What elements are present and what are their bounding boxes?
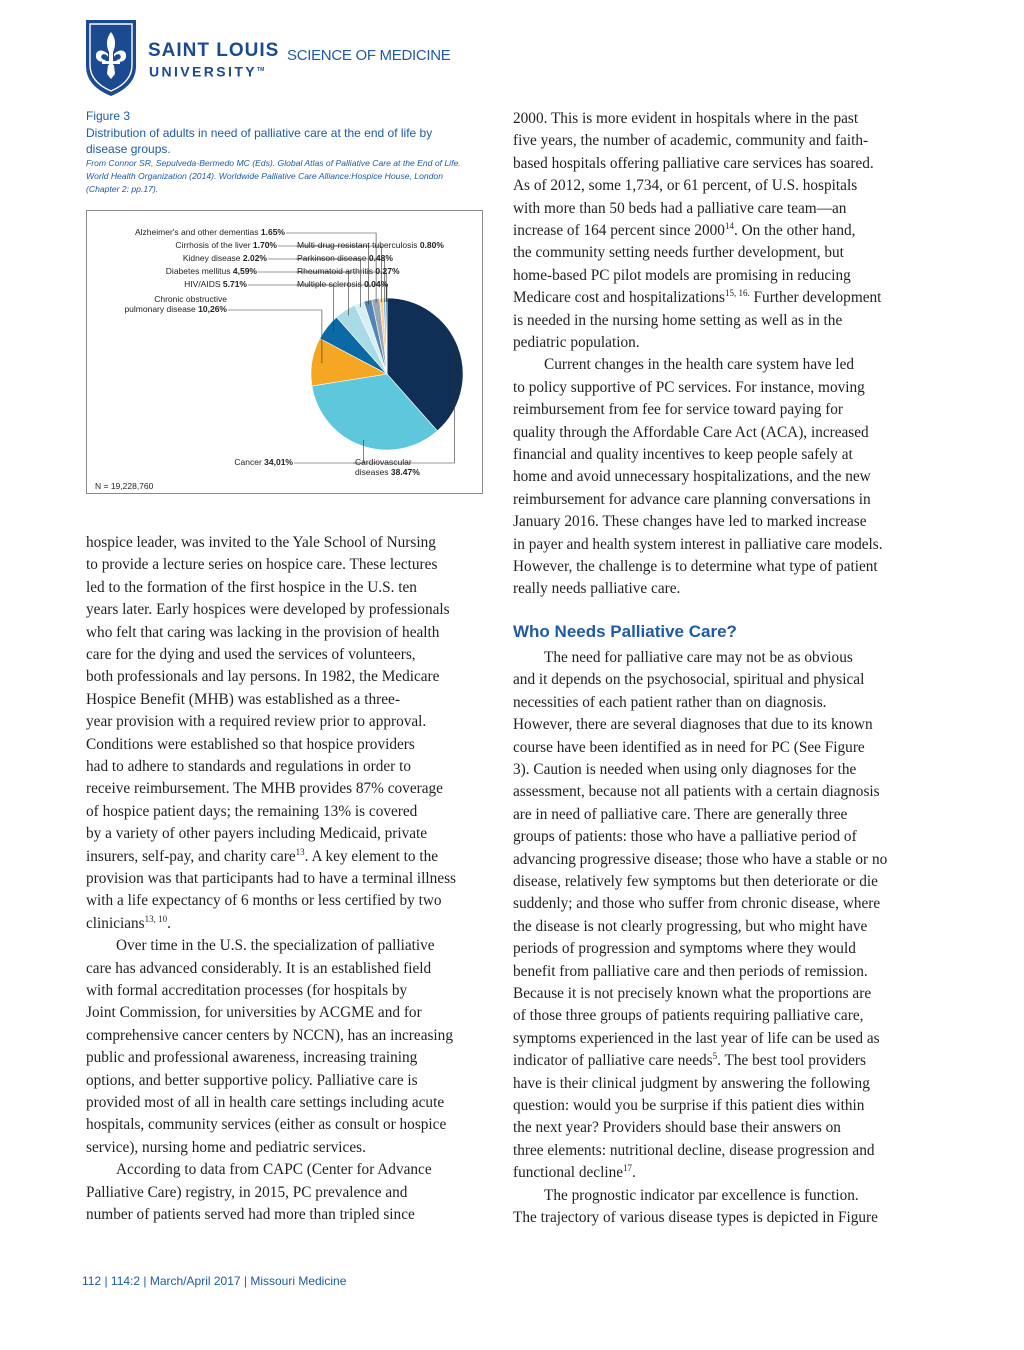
body-text-line: hospice leader, was invited to the Yale School of Nursing <box>86 534 436 551</box>
body-text-line: to policy supportive of PC services. For instance, moving <box>513 378 865 396</box>
body-text-line <box>513 1162 636 1184</box>
logo-wordmark-university: UNIVERSITY <box>149 63 258 80</box>
body-text-line: benefit from palliative care and then periods of remission. <box>513 962 868 980</box>
body-text-line: years later. Early hospices were developed by professionals <box>86 601 450 619</box>
pie-label-text: Multiple sclerosis 0.04% <box>297 279 389 289</box>
body-text-line: necessities of each patient rather than on diagnosis. <box>513 693 827 711</box>
saint-louis-university-shield-logo <box>82 16 140 98</box>
section-heading: Who Needs Palliative Care? <box>513 622 737 641</box>
pie-label-text: Kidney disease 2.02% <box>182 253 267 263</box>
logo-wordmark-line2 <box>149 62 264 80</box>
body-text-line: in payer and health system interest in palliative care models. <box>513 535 883 553</box>
body-text-line: assessment, because not all patients with a certain diagnosis <box>513 783 880 801</box>
pie-label-alzheimer-s-and-other-dementias <box>135 227 376 303</box>
figure-chart-frame <box>86 210 483 494</box>
body-text-line: suddenly; and those who suffer from chronic disease, where <box>513 895 881 913</box>
pie-label-text: Chronic obstructive <box>154 294 227 304</box>
pie-chart <box>87 211 484 495</box>
logo-trademark: TM <box>257 67 265 73</box>
body-text-line: who felt that caring was lacking in the provision of health <box>86 623 440 641</box>
body-text-line: both professionals and lay persons. In 1982, the Medicare <box>86 668 440 686</box>
body-text-line: symptoms experienced in the last year of life can be used as <box>513 1029 880 1047</box>
page-footer: 112 | 114:2 | March/April 2017 | Missouri Medicine <box>82 1274 347 1288</box>
body-text-line: However, the challenge is to determine what type of patient <box>513 558 878 575</box>
body-text-line: periods of progression and symptoms where they would <box>513 940 856 958</box>
citation-ref: 13 <box>295 846 305 857</box>
body-text-line: pediatric population. <box>513 334 640 351</box>
body-text-line: home and avoid unnecessary hospitalizations, and the new <box>513 468 871 486</box>
figure-source-line: (Chapter 2: pp.17). <box>86 184 159 194</box>
logo-wordmark-line1: SAINT LOUIS <box>148 40 280 61</box>
body-text: insurers, self-pay, and charity care <box>86 847 296 865</box>
body-text: increase of 164 percent since 2000 <box>513 222 725 239</box>
pie-label-text: pulmonary disease 10,26% <box>124 304 227 314</box>
body-text: indicator of palliative care needs <box>513 1052 713 1070</box>
body-text-line: January 2016. These changes have led to marked increase <box>513 513 867 531</box>
citation-ref: 17 <box>623 1163 633 1174</box>
body-text-line: the disease is not clearly progressing, but who might have <box>513 917 868 935</box>
body-text-line: led to the formation of the first hospice in the U.S. ten <box>86 578 417 596</box>
body-text-line: care for the dying and used the services of volunteers, <box>86 646 416 663</box>
body-text-line: with a life expectancy of 6 months or less certified by two <box>86 892 442 910</box>
body-text-line: hospitals, community services (either as consult or hospice <box>86 1116 447 1134</box>
body-text-line: with more than 50 beds had a palliative care team—an <box>513 199 847 217</box>
figure-title-line: Distribution of adults in need of palliative care at the end of life by <box>86 126 433 140</box>
body-text-line: is needed in the nursing home setting as well as in the <box>513 311 843 329</box>
pie-label-parkinson-disease <box>296 253 393 302</box>
figure-source-line: World Health Organization (2014). Worldwide Palliative Care Alliance:Hospice House, London <box>86 171 443 181</box>
body-text-line: The trajectory of various disease types is depicted in Figure <box>513 1209 878 1226</box>
body-text-line: are in need of palliative care. There are generally three <box>513 805 848 823</box>
citation-ref: 5 <box>712 1051 718 1062</box>
body-text-line: provided most of all in health care settings including acute <box>86 1094 445 1111</box>
pie-label-text: Diabetes mellitus 4,59% <box>165 266 257 276</box>
body-text-line: have is their clinical judgment by answering the following <box>513 1074 870 1092</box>
body-text-line <box>513 287 881 309</box>
figure-label: Figure 3 <box>86 109 131 123</box>
body-text-line: Conditions were established so that hospice providers <box>86 735 415 753</box>
body-text-line: number of patients served had more than tripled since <box>86 1206 415 1223</box>
body-text-line: As of 2012, some 1,734, or 61 percent, of U.S. hospitals <box>513 177 858 195</box>
body-text-line: Over time in the U.S. the specialization of palliative <box>116 937 435 955</box>
pie-label-cancer <box>234 440 363 467</box>
pie-label-text: Rheumatoid arthritis 0.27% <box>297 266 400 276</box>
citation-ref: 13, 10 <box>144 913 168 924</box>
body-text-line: Hospice Benefit (MHB) was established as a three- <box>86 690 400 708</box>
body-text-line: According to data from CAPC (Center for Advance <box>116 1161 432 1179</box>
body-text-line: of hospice patient days; the remaining 13% is covered <box>86 802 418 820</box>
body-text: . A key element to the <box>304 847 439 865</box>
body-text-line: Current changes in the health care system have led <box>544 356 855 374</box>
body-text-line: Palliative Care) registry, in 2015, PC prevalence and <box>86 1183 408 1201</box>
body-text-line: with formal accreditation processes (for hospitals by <box>86 982 408 999</box>
body-text: Further development <box>749 289 882 307</box>
body-text-line: and it depends on the psychosocial, spiritual and physical <box>513 671 865 689</box>
body-text-line: receive reimbursement. The MHB provides 87% coverage <box>86 780 443 798</box>
body-text-line: service), nursing home and pediatric services. <box>86 1138 366 1156</box>
body-text: . <box>167 914 171 932</box>
body-text: . <box>632 1164 636 1182</box>
citation-ref: 14 <box>724 220 734 231</box>
body-text-line: disease, relatively few symptoms but then deteriorate or die <box>513 873 878 890</box>
body-text: clinicians <box>86 914 145 932</box>
body-text-line: reimbursement from fee for service toward paying for <box>513 401 844 419</box>
body-text-line: options, and better supportive policy. Palliative care is <box>86 1071 418 1089</box>
pie-label-chronic-obstructive-pulmonary-disease <box>124 294 321 363</box>
body-text-line: reimbursement for advance care planning conversations in <box>513 490 871 508</box>
body-text-line <box>513 1050 866 1072</box>
body-text-line: care has advanced considerably. It is an established field <box>86 959 432 977</box>
body-text-line <box>86 846 438 868</box>
figure-source-line: From Connor SR, Sepulveda-Bermedo MC (Eds). Global Atlas of Palliative Care at the End of Life. <box>86 158 461 168</box>
body-text-line: by a variety of other payers including Medicaid, private <box>86 825 428 843</box>
body-text-line: provision was that participants had to have a terminal illness <box>86 870 457 887</box>
citation-ref: 15, 16. <box>724 288 750 299</box>
body-text-line: the community setting needs further development, but <box>513 244 844 262</box>
chart-footnote: N = 19,228,760 <box>95 481 154 491</box>
body-text-line: The need for palliative care may not be as obvious <box>544 649 853 666</box>
pie-label-text: HIV/AIDS 5.71% <box>184 279 247 289</box>
body-text-line: advancing progressive disease; those who have a stable or no <box>513 850 888 868</box>
section-title: SCIENCE OF MEDICINE <box>287 47 451 64</box>
body-text-line: of those three groups of patients requiring palliative care, <box>513 1007 864 1025</box>
body-text-line: had to adhere to standards and regulations in order to <box>86 758 411 775</box>
body-text-line <box>513 220 855 242</box>
body-text-line: quality through the Affordable Care Act (ACA), increased <box>513 423 869 441</box>
body-text-line: to provide a lecture series on hospice care. These lectures <box>86 556 438 574</box>
body-text-line: year provision with a required review prior to approval. <box>86 713 427 731</box>
pie-label-text: Cardiovascular <box>355 457 412 467</box>
pie-leader-line <box>248 285 334 332</box>
pie-label-text: Cirrhosis of the liver 1.70% <box>175 240 277 250</box>
body-text-line: the next year? Providers should base their answers on <box>513 1119 841 1137</box>
body-text: functional decline <box>513 1164 624 1182</box>
pie-label-text: diseases 38.47% <box>355 467 420 477</box>
body-text-line: financial and quality incentives to keep people safely at <box>513 446 853 463</box>
body-text-line <box>86 913 171 935</box>
body-text-line: Joint Commission, for universities by ACGME and for <box>86 1004 422 1022</box>
body-text-line: 2000. This is more evident in hospitals where in the past <box>513 110 859 127</box>
body-text-line: comprehensive cancer centers by NCCN), has an increasing <box>86 1026 453 1044</box>
body-text-line: However, there are several diagnoses that due to its known <box>513 716 873 734</box>
body-text-line: question: would you be surprise if this patient dies within <box>513 1097 865 1114</box>
body-text: Medicare cost and hospitalizations <box>513 289 725 307</box>
body-text-line: 3). Caution is needed when using only diagnoses for the <box>513 761 857 778</box>
body-text-line: groups of patients: those who have a palliative period of <box>513 828 857 846</box>
body-text-line: five years, the number of academic, community and faith- <box>513 132 869 150</box>
body-text-line: home-based PC pilot models are promising in reducing <box>513 266 851 284</box>
body-text: . On the other hand, <box>733 222 856 239</box>
body-text-line: three elements: nutritional decline, disease progression and <box>513 1141 875 1159</box>
pie-leader-line <box>228 310 322 363</box>
body-text-line: The prognostic indicator par excellence is function. <box>544 1186 859 1204</box>
pie-label-text: Alzheimer's and other dementias 1.65% <box>135 227 285 237</box>
body-text: . The best tool providers <box>717 1052 866 1070</box>
body-text-line: course have been identified as in need for PC (See Figure <box>513 738 865 756</box>
pie-leader-line <box>294 440 363 463</box>
figure-title-line: disease groups. <box>86 142 171 156</box>
body-text-line: based hospitals offering palliative care services has soared. <box>513 154 874 172</box>
body-text-line: public and professional awareness, increasing training <box>86 1049 418 1067</box>
pie-label-text: Multi-drug-resistant tuberculosis 0.80% <box>297 240 444 250</box>
pie-label-text: Cancer 34,01% <box>234 457 293 467</box>
pie-label-text: Parkinson disease 0.48% <box>297 253 393 263</box>
body-text-line: Because it is not precisely known what the proportions are <box>513 985 872 1002</box>
body-text-line: really needs palliative care. <box>513 580 681 598</box>
pie-label-multiple-sclerosis <box>296 279 389 302</box>
